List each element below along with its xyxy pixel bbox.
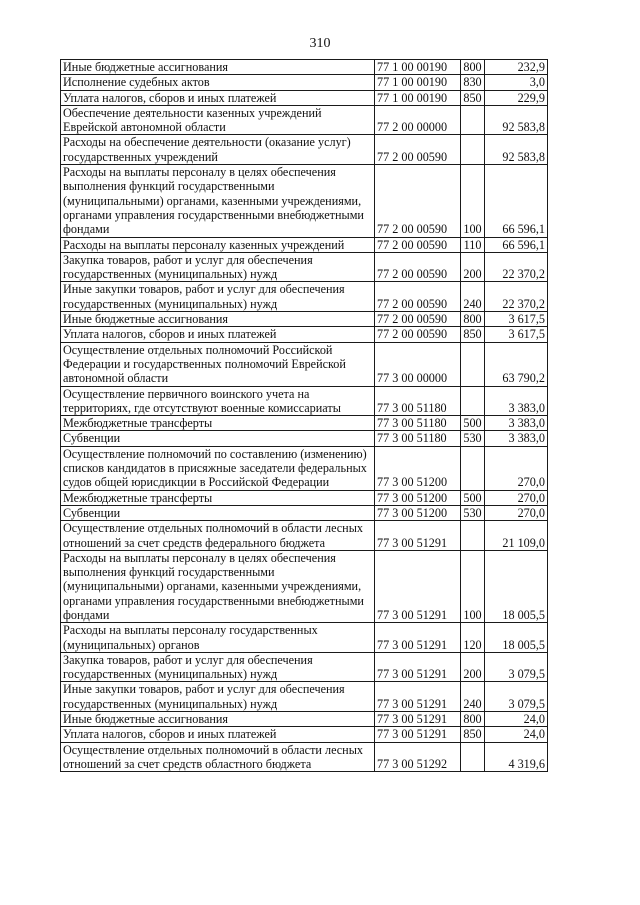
table-row <box>61 742 548 772</box>
expense-type-cell: 240 <box>461 282 485 312</box>
expense-name-cell: Расходы на выплаты персоналу государственных (муниципальных) органов <box>61 623 375 653</box>
target-code-cell: 77 2 00 00590 <box>375 282 461 312</box>
target-code-cell: 77 2 00 00590 <box>375 312 461 327</box>
table-row <box>61 490 548 505</box>
expense-name-cell: Осуществление отдельных полномочий Российской Федерации и государственных полномочий Еврейской автономной области <box>61 342 375 386</box>
expense-name-cell: Исполнение судебных актов <box>61 75 375 90</box>
expense-name-cell: Иные закупки товаров, работ и услуг для обеспечения государственных (муниципальных) нужд <box>61 682 375 712</box>
expense-name-cell: Обеспечение деятельности казенных учреждений Еврейской автономной области <box>61 105 375 135</box>
expense-type-cell: 100 <box>461 550 485 622</box>
amount-cell: 92 583,8 <box>485 105 548 135</box>
target-code-cell: 77 3 00 51180 <box>375 431 461 446</box>
target-code-cell: 77 3 00 00000 <box>375 342 461 386</box>
amount-cell: 4 319,6 <box>485 742 548 772</box>
target-code-cell: 77 1 00 00190 <box>375 75 461 90</box>
amount-cell: 63 790,2 <box>485 342 548 386</box>
table-row <box>61 75 548 90</box>
expense-name-cell: Закупка товаров, работ и услуг для обеспечения государственных (муниципальных) нужд <box>61 652 375 682</box>
expense-type-cell: 200 <box>461 252 485 282</box>
amount-cell: 22 370,2 <box>485 252 548 282</box>
expense-name-cell: Расходы на выплаты персоналу в целях обеспечения выполнения функций государственными (муниципальными) органами, казенными учреждениями, органами управления государственными внебюджетными фондами <box>61 550 375 622</box>
target-code-cell: 77 3 00 51291 <box>375 652 461 682</box>
expense-type-cell <box>461 105 485 135</box>
expense-name-cell: Осуществление полномочий по составлению (изменению) списков кандидатов в присяжные заседатели федеральных судов общей юрисдикции в Российской Федерации <box>61 446 375 490</box>
amount-cell: 24,0 <box>485 712 548 727</box>
table-row <box>61 386 548 416</box>
expense-name-cell: Иные закупки товаров, работ и услуг для обеспечения государственных (муниципальных) нужд <box>61 282 375 312</box>
expense-name-cell: Субвенции <box>61 505 375 520</box>
expense-type-cell: 800 <box>461 60 485 75</box>
table-row <box>61 135 548 165</box>
table-row <box>61 521 548 551</box>
target-code-cell: 77 3 00 51291 <box>375 712 461 727</box>
amount-cell: 270,0 <box>485 446 548 490</box>
expense-type-cell <box>461 742 485 772</box>
expense-type-cell: 830 <box>461 75 485 90</box>
target-code-cell: 77 2 00 00590 <box>375 237 461 252</box>
amount-cell: 3 079,5 <box>485 682 548 712</box>
expense-type-cell <box>461 342 485 386</box>
table-row <box>61 712 548 727</box>
table-row <box>61 90 548 105</box>
expense-name-cell: Расходы на выплаты персоналу казенных учреждений <box>61 237 375 252</box>
expense-type-cell: 500 <box>461 416 485 431</box>
expense-type-cell: 100 <box>461 165 485 237</box>
table-row <box>61 652 548 682</box>
expense-name-cell: Расходы на выплаты персоналу в целях обеспечения выполнения функций государственными (муниципальными) органами, казенными учреждениями, органами управления государственными внебюджетными фондами <box>61 165 375 237</box>
amount-cell: 18 005,5 <box>485 550 548 622</box>
amount-cell: 24,0 <box>485 727 548 742</box>
target-code-cell: 77 2 00 00590 <box>375 327 461 342</box>
expense-type-cell: 120 <box>461 623 485 653</box>
table-row <box>61 237 548 252</box>
target-code-cell: 77 3 00 51180 <box>375 386 461 416</box>
target-code-cell: 77 2 00 00590 <box>375 165 461 237</box>
amount-cell: 92 583,8 <box>485 135 548 165</box>
expense-type-cell: 500 <box>461 490 485 505</box>
expense-name-cell: Иные бюджетные ассигнования <box>61 712 375 727</box>
expense-name-cell: Закупка товаров, работ и услуг для обеспечения государственных (муниципальных) нужд <box>61 252 375 282</box>
page-number: 310 <box>309 36 331 51</box>
target-code-cell: 77 3 00 51291 <box>375 682 461 712</box>
expense-type-cell: 850 <box>461 327 485 342</box>
amount-cell: 3 617,5 <box>485 327 548 342</box>
table-row <box>61 165 548 237</box>
table-row <box>61 505 548 520</box>
amount-cell: 270,0 <box>485 490 548 505</box>
amount-cell: 3,0 <box>485 75 548 90</box>
target-code-cell: 77 2 00 00590 <box>375 252 461 282</box>
expense-type-cell: 110 <box>461 237 485 252</box>
table-row <box>61 105 548 135</box>
table-row <box>61 282 548 312</box>
target-code-cell: 77 3 00 51291 <box>375 550 461 622</box>
expense-type-cell: 200 <box>461 652 485 682</box>
expense-type-cell: 800 <box>461 712 485 727</box>
budget-table-body <box>61 60 548 772</box>
amount-cell: 229,9 <box>485 90 548 105</box>
target-code-cell: 77 1 00 00190 <box>375 90 461 105</box>
expense-name-cell: Осуществление первичного воинского учета на территориях, где отсутствуют военные комиссариаты <box>61 386 375 416</box>
expense-name-cell: Расходы на обеспечение деятельности (оказание услуг) государственных учреждений <box>61 135 375 165</box>
target-code-cell: 77 3 00 51291 <box>375 623 461 653</box>
expense-type-cell <box>461 521 485 551</box>
table-row <box>61 446 548 490</box>
table-row <box>61 312 548 327</box>
expense-type-cell <box>461 135 485 165</box>
amount-cell: 18 005,5 <box>485 623 548 653</box>
expense-name-cell: Уплата налогов, сборов и иных платежей <box>61 90 375 105</box>
table-row <box>61 327 548 342</box>
amount-cell: 3 383,0 <box>485 431 548 446</box>
target-code-cell: 77 3 00 51200 <box>375 505 461 520</box>
expense-name-cell: Уплата налогов, сборов и иных платежей <box>61 727 375 742</box>
amount-cell: 3 617,5 <box>485 312 548 327</box>
target-code-cell: 77 3 00 51180 <box>375 416 461 431</box>
expense-type-cell: 530 <box>461 431 485 446</box>
table-row <box>61 727 548 742</box>
expense-name-cell: Межбюджетные трансферты <box>61 490 375 505</box>
expense-type-cell: 850 <box>461 727 485 742</box>
target-code-cell: 77 3 00 51291 <box>375 727 461 742</box>
expense-name-cell: Уплата налогов, сборов и иных платежей <box>61 327 375 342</box>
expense-type-cell: 800 <box>461 312 485 327</box>
expense-name-cell: Осуществление отдельных полномочий в области лесных отношений за счет средств областного бюджета <box>61 742 375 772</box>
table-row <box>61 550 548 622</box>
expense-name-cell: Иные бюджетные ассигнования <box>61 312 375 327</box>
expense-type-cell: 850 <box>461 90 485 105</box>
table-row <box>61 431 548 446</box>
target-code-cell: 77 3 00 51291 <box>375 521 461 551</box>
table-row <box>61 252 548 282</box>
amount-cell: 3 383,0 <box>485 416 548 431</box>
expense-name-cell: Осуществление отдельных полномочий в области лесных отношений за счет средств федерального бюджета <box>61 521 375 551</box>
table-row <box>61 60 548 75</box>
expense-name-cell: Иные бюджетные ассигнования <box>61 60 375 75</box>
amount-cell: 66 596,1 <box>485 237 548 252</box>
table-row <box>61 682 548 712</box>
amount-cell: 3 383,0 <box>485 386 548 416</box>
expense-type-cell: 530 <box>461 505 485 520</box>
target-code-cell: 77 3 00 51200 <box>375 490 461 505</box>
expense-type-cell <box>461 446 485 490</box>
target-code-cell: 77 3 00 51200 <box>375 446 461 490</box>
budget-table <box>60 59 548 772</box>
expense-type-cell: 240 <box>461 682 485 712</box>
target-code-cell: 77 2 00 00000 <box>375 105 461 135</box>
expense-name-cell: Межбюджетные трансферты <box>61 416 375 431</box>
target-code-cell: 77 3 00 51292 <box>375 742 461 772</box>
amount-cell: 232,9 <box>485 60 548 75</box>
amount-cell: 21 109,0 <box>485 521 548 551</box>
amount-cell: 66 596,1 <box>485 165 548 237</box>
table-row <box>61 342 548 386</box>
expense-name-cell: Субвенции <box>61 431 375 446</box>
amount-cell: 22 370,2 <box>485 282 548 312</box>
target-code-cell: 77 2 00 00590 <box>375 135 461 165</box>
table-row <box>61 416 548 431</box>
amount-cell: 3 079,5 <box>485 652 548 682</box>
expense-type-cell <box>461 386 485 416</box>
amount-cell: 270,0 <box>485 505 548 520</box>
target-code-cell: 77 1 00 00190 <box>375 60 461 75</box>
table-row <box>61 623 548 653</box>
